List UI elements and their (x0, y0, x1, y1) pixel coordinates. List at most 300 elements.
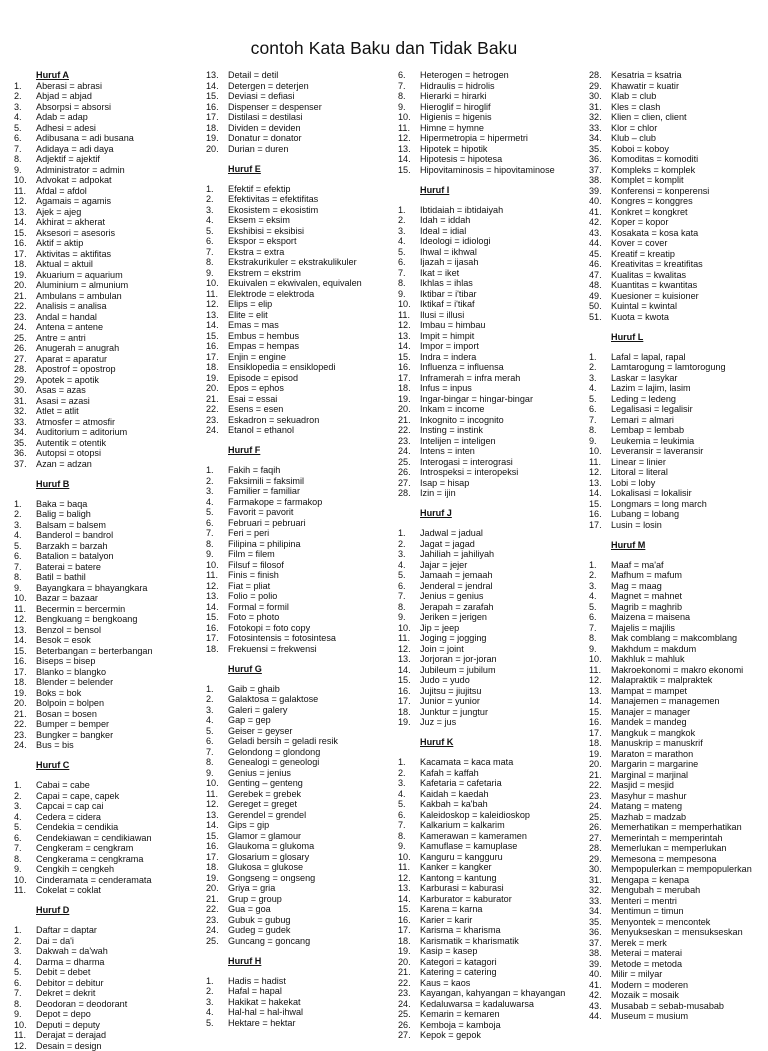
list-item (206, 184, 396, 195)
item-text: Joging = jogging (420, 633, 588, 644)
item-text: Mengapa = kenapa (611, 875, 765, 886)
item-number: 5. (398, 570, 420, 581)
item-text: Museum = musium (611, 1011, 765, 1022)
list-item (14, 843, 194, 854)
list-item (14, 604, 194, 615)
item-number: 2. (14, 91, 36, 102)
item-text: Fotosintensis = fotosintesa (228, 633, 396, 644)
item-number: 8. (206, 539, 228, 550)
item-number: 11. (14, 885, 36, 896)
item-text: Genting – genteng (228, 778, 396, 789)
list-item (589, 394, 765, 405)
item-number: 10. (398, 112, 420, 123)
list-item (14, 801, 194, 812)
item-number: 17. (589, 728, 611, 739)
item-number: 17. (206, 633, 228, 644)
list-item (14, 102, 194, 113)
item-text: Glosarium = glosary (228, 852, 396, 863)
item-text: Ekspor = eksport (228, 236, 396, 247)
item-number: 5. (206, 226, 228, 237)
item-text: Manajer = manager (611, 707, 765, 718)
item-number: 31. (589, 102, 611, 113)
item-text: Lobi = loby (611, 478, 765, 489)
item-text: Majelis = majilis (611, 623, 765, 634)
list-item (398, 112, 588, 123)
item-text: Jerapah = zarafah (420, 602, 588, 613)
list-item (589, 990, 765, 1001)
item-text: Ekstra = extra (228, 247, 396, 258)
list-item (14, 133, 194, 144)
list-item (206, 518, 396, 529)
section-heading-text: Huruf A (14, 70, 194, 81)
item-text: Legalisasi = legalisir (611, 404, 765, 415)
item-text: Bazar = bazaar (36, 593, 194, 604)
item-text: Masjid = mesjid (611, 780, 765, 791)
item-text: Daftar = daptar (36, 925, 194, 936)
item-number: 4. (14, 112, 36, 123)
item-number: 10. (398, 623, 420, 634)
item-number: 11. (398, 633, 420, 644)
item-number: 29. (589, 854, 611, 865)
item-text: Mentimun = timun (611, 906, 765, 917)
item-number: 4. (589, 591, 611, 602)
item-number: 37. (14, 459, 36, 470)
item-text: Iktikaf = i'tikaf (420, 299, 588, 310)
item-number: 8. (398, 831, 420, 842)
list-item (14, 375, 194, 386)
list-item (589, 864, 765, 875)
item-number: 18. (206, 644, 228, 655)
list-item (206, 486, 396, 497)
list-item (14, 280, 194, 291)
item-number: 20. (206, 383, 228, 394)
item-text: Filsuf = filosof (228, 560, 396, 571)
item-text: Gubuk = gubug (228, 915, 396, 926)
item-text: Lusin = losin (611, 520, 765, 531)
item-number: 12. (14, 614, 36, 625)
item-text: Asas = azas (36, 385, 194, 396)
list-item (14, 551, 194, 562)
section-heading-text: Huruf H (206, 956, 396, 967)
list-item (398, 862, 588, 873)
item-number: 13. (398, 654, 420, 665)
item-text: Kasip = kasep (420, 946, 588, 957)
item-text: Klub – club (611, 133, 765, 144)
item-text: Adab = adap (36, 112, 194, 123)
item-text: Blanko = blangko (36, 667, 194, 678)
item-text: Elite = elit (228, 310, 396, 321)
list-item (206, 528, 396, 539)
item-number: 19. (206, 373, 228, 384)
item-text: Lembap = lembab (611, 425, 765, 436)
list-item (589, 383, 765, 394)
list-item (589, 499, 765, 510)
item-number: 4. (206, 715, 228, 726)
item-text: Jenderal = jendral (420, 581, 588, 592)
item-text: Biseps = bisep (36, 656, 194, 667)
item-text: Komplet = komplit (611, 175, 765, 186)
item-number: 13. (589, 478, 611, 489)
item-text: Hektare = hektar (228, 1018, 396, 1029)
item-number: 13. (398, 883, 420, 894)
item-number: 11. (206, 789, 228, 800)
list-item (398, 978, 588, 989)
item-number: 17. (206, 852, 228, 863)
item-number: 24. (398, 446, 420, 457)
list-item (589, 581, 765, 592)
list-item (398, 415, 588, 426)
list-item (206, 278, 396, 289)
item-number: 13. (14, 625, 36, 636)
list-item (398, 570, 588, 581)
item-text: Autentik = otentik (36, 438, 194, 449)
item-text: Memerhatikan = memperhatikan (611, 822, 765, 833)
item-number: 16. (589, 717, 611, 728)
item-number: 25. (14, 333, 36, 344)
list-item (589, 980, 765, 991)
list-item (398, 383, 588, 394)
item-text: Gips = gip (228, 820, 396, 831)
list-item (206, 862, 396, 873)
item-number: 10. (206, 778, 228, 789)
list-item (589, 591, 765, 602)
item-text: Ekuivalen = ekwivalen, equivalen (228, 278, 396, 289)
item-number: 2. (206, 694, 228, 705)
item-text: Bosan = bosen (36, 709, 194, 720)
list-item (14, 406, 194, 417)
item-text: Konferensi = konperensi (611, 186, 765, 197)
list-item (398, 341, 588, 352)
section-heading (14, 70, 194, 81)
item-text: Debitor = debitur (36, 978, 194, 989)
item-number: 3. (398, 226, 420, 237)
item-text: Kreatif = kreatip (611, 249, 765, 260)
list-item (398, 404, 588, 415)
list-item (206, 560, 396, 571)
item-text: Guncang = goncang (228, 936, 396, 947)
item-number: 20. (206, 144, 228, 155)
list-item (206, 757, 396, 768)
item-number: 7. (206, 528, 228, 539)
item-number: 4. (589, 383, 611, 394)
item-text: Inkognito = incognito (420, 415, 588, 426)
section-heading (398, 508, 588, 528)
item-number: 6. (398, 70, 420, 81)
list-item (14, 312, 194, 323)
list-item (398, 946, 588, 957)
list-item (589, 717, 765, 728)
list-item (398, 789, 588, 800)
column-3 (398, 70, 588, 1041)
item-text: Embus = hembus (228, 331, 396, 342)
list-item (14, 885, 194, 896)
list-item (398, 457, 588, 468)
item-number: 12. (206, 299, 228, 310)
item-text: Higienis = higenis (420, 112, 588, 123)
item-number: 3. (398, 778, 420, 789)
item-text: Kuantitas = kwantitas (611, 280, 765, 291)
list-item (14, 957, 194, 968)
list-item (206, 831, 396, 842)
list-item (206, 997, 396, 1008)
item-number: 12. (206, 799, 228, 810)
item-text: Karisma = kharisma (420, 925, 588, 936)
column-2 (206, 70, 396, 1028)
list-item (398, 820, 588, 831)
item-number: 6. (206, 236, 228, 247)
list-item (398, 320, 588, 331)
item-text: Empas = hempas (228, 341, 396, 352)
list-item (589, 801, 765, 812)
item-number: 1. (206, 684, 228, 695)
item-text: Anugerah = anugrah (36, 343, 194, 354)
item-text: Matang = mateng (611, 801, 765, 812)
item-text: Karier = karir (420, 915, 588, 926)
list-item (589, 927, 765, 938)
item-text: Efektif = efektip (228, 184, 396, 195)
item-number: 31. (589, 875, 611, 886)
item-text: Adjektif = ajektif (36, 154, 194, 165)
item-text: Blender = belender (36, 677, 194, 688)
item-number: 17. (589, 520, 611, 531)
item-number: 14. (206, 820, 228, 831)
list-item (14, 1030, 194, 1041)
list-item (589, 875, 765, 886)
list-item (14, 875, 194, 886)
item-number: 18. (206, 123, 228, 134)
list-item (589, 217, 765, 228)
item-number: 4. (206, 1007, 228, 1018)
list-item (398, 696, 588, 707)
item-text: Detail = detil (228, 70, 396, 81)
item-text: Fiat = pliat (228, 581, 396, 592)
item-number: 6. (589, 404, 611, 415)
item-number: 9. (14, 165, 36, 176)
list-item (398, 707, 588, 718)
item-text: Grup = group (228, 894, 396, 905)
item-number: 33. (589, 123, 611, 134)
item-text: Antre = antri (36, 333, 194, 344)
item-text: Kamuflase = kamuplase (420, 841, 588, 852)
list-item (14, 301, 194, 312)
list-item (589, 654, 765, 665)
item-number: 32. (589, 112, 611, 123)
item-text: Lubang = lobang (611, 509, 765, 520)
list-item (398, 102, 588, 113)
item-number: 26. (589, 822, 611, 833)
item-text: Klien = clien, client (611, 112, 765, 123)
item-text: Depot = depo (36, 1009, 194, 1020)
list-item (206, 612, 396, 623)
list-item (589, 102, 765, 113)
item-number: 48. (589, 280, 611, 291)
item-number: 35. (589, 917, 611, 928)
item-number: 16. (589, 509, 611, 520)
list-item (589, 560, 765, 571)
item-text: Cabai = cabe (36, 780, 194, 791)
list-item (206, 820, 396, 831)
list-item (14, 427, 194, 438)
item-text: Masyhur = mashur (611, 791, 765, 802)
item-number: 8. (14, 854, 36, 865)
item-number: 15. (206, 91, 228, 102)
list-item (14, 864, 194, 875)
item-text: Mampat = mampet (611, 686, 765, 697)
item-number: 22. (206, 404, 228, 415)
list-item (14, 238, 194, 249)
item-number: 14. (398, 341, 420, 352)
item-number: 28. (398, 488, 420, 499)
item-text: Benzol = bensol (36, 625, 194, 636)
item-text: Kepok = gepok (420, 1030, 588, 1041)
item-text: Distilasi = destilasi (228, 112, 396, 123)
item-number: 26. (398, 1020, 420, 1031)
list-item (589, 623, 765, 634)
item-number: 30. (14, 385, 36, 396)
item-number: 3. (589, 373, 611, 384)
item-text: Galeri = galery (228, 705, 396, 716)
list-item (398, 999, 588, 1010)
item-text: Jubileum = jubilum (420, 665, 588, 676)
item-text: Asasi = azasi (36, 396, 194, 407)
item-text: Gaib = ghaib (228, 684, 396, 695)
item-text: Jujitsu = jiujitsu (420, 686, 588, 697)
list-item (14, 123, 194, 134)
item-text: Beterbangan = berterbangan (36, 646, 194, 657)
list-item (206, 341, 396, 352)
list-item (14, 196, 194, 207)
item-text: Klab = club (611, 91, 765, 102)
list-item (589, 249, 765, 260)
list-item (206, 144, 396, 155)
item-number: 47. (589, 270, 611, 281)
column-4 (589, 70, 765, 1022)
item-text: Bolpoin = bolpen (36, 698, 194, 709)
item-number: 45. (589, 249, 611, 260)
list-item (206, 425, 396, 436)
list-item (589, 707, 765, 718)
list-item (589, 112, 765, 123)
item-number: 16. (398, 362, 420, 373)
list-item (14, 822, 194, 833)
list-item (398, 612, 588, 623)
item-text: Kemboja = kamboja (420, 1020, 588, 1031)
item-number: 37. (589, 165, 611, 176)
list-item (398, 394, 588, 405)
list-item (398, 852, 588, 863)
item-text: Aksesori = asesoris (36, 228, 194, 239)
item-text: Marginal = marjinal (611, 770, 765, 781)
item-text: Gerendel = grendel (228, 810, 396, 821)
item-number: 29. (589, 81, 611, 92)
item-number: 6. (14, 133, 36, 144)
item-number: 42. (589, 990, 611, 1001)
item-text: Absorpsi = absorsi (36, 102, 194, 113)
item-text: Meterai = materai (611, 948, 765, 959)
item-text: Efektivitas = efektifitas (228, 194, 396, 205)
item-number: 9. (398, 289, 420, 300)
item-text: Maizena = maisena (611, 612, 765, 623)
list-item (14, 583, 194, 594)
item-number: 20. (14, 698, 36, 709)
list-item (589, 415, 765, 426)
item-text: Intens = inten (420, 446, 588, 457)
item-text: Ilusi = illusi (420, 310, 588, 321)
item-number: 17. (14, 667, 36, 678)
item-text: Esens = esen (228, 404, 396, 415)
item-text: Glamor = glamour (228, 831, 396, 842)
item-text: Inframerah = infra merah (420, 373, 588, 384)
section-heading (14, 479, 194, 499)
item-number: 15. (589, 707, 611, 718)
item-number: 32. (589, 885, 611, 896)
item-text: Enjin = engine (228, 352, 396, 363)
list-item (589, 917, 765, 928)
item-text: Debit = debet (36, 967, 194, 978)
item-number: 36. (14, 448, 36, 459)
item-number: 1. (206, 184, 228, 195)
item-number: 3. (206, 486, 228, 497)
list-item (398, 299, 588, 310)
item-text: Makhdum = makdum (611, 644, 765, 655)
item-number: 11. (398, 310, 420, 321)
list-item (14, 112, 194, 123)
item-number: 14. (206, 81, 228, 92)
item-text: Esai = essai (228, 394, 396, 405)
list-item (206, 257, 396, 268)
list-item (14, 81, 194, 92)
item-number: 15. (206, 831, 228, 842)
list-item (398, 717, 588, 728)
item-text: Afdal = afdol (36, 186, 194, 197)
list-item (14, 833, 194, 844)
list-item (206, 331, 396, 342)
list-item (589, 833, 765, 844)
list-item (589, 969, 765, 980)
list-item (206, 91, 396, 102)
list-item (589, 509, 765, 520)
list-item (14, 978, 194, 989)
item-number: 35. (14, 438, 36, 449)
list-item (589, 478, 765, 489)
list-item (398, 831, 588, 842)
list-item (206, 226, 396, 237)
item-number: 2. (14, 936, 36, 947)
item-text: Dispenser = despenser (228, 102, 396, 113)
item-number: 15. (398, 675, 420, 686)
item-number: 9. (14, 583, 36, 594)
item-number: 44. (589, 238, 611, 249)
item-number: 10. (206, 278, 228, 289)
item-number: 27. (398, 1030, 420, 1041)
item-number: 9. (14, 864, 36, 875)
list-item (14, 385, 194, 396)
section-heading-text: Huruf E (206, 164, 396, 175)
item-number: 12. (398, 873, 420, 884)
list-item (398, 528, 588, 539)
list-item (589, 404, 765, 415)
item-text: Kanker = kangker (420, 862, 588, 873)
list-item (14, 165, 194, 176)
item-text: Memesona = mempesona (611, 854, 765, 865)
list-item (14, 740, 194, 751)
list-item (206, 715, 396, 726)
item-number: 23. (589, 791, 611, 802)
item-number: 11. (589, 665, 611, 676)
list-item (589, 291, 765, 302)
item-text: Hidraulis = hidrolis (420, 81, 588, 92)
item-text: Galaktosa = galaktose (228, 694, 396, 705)
